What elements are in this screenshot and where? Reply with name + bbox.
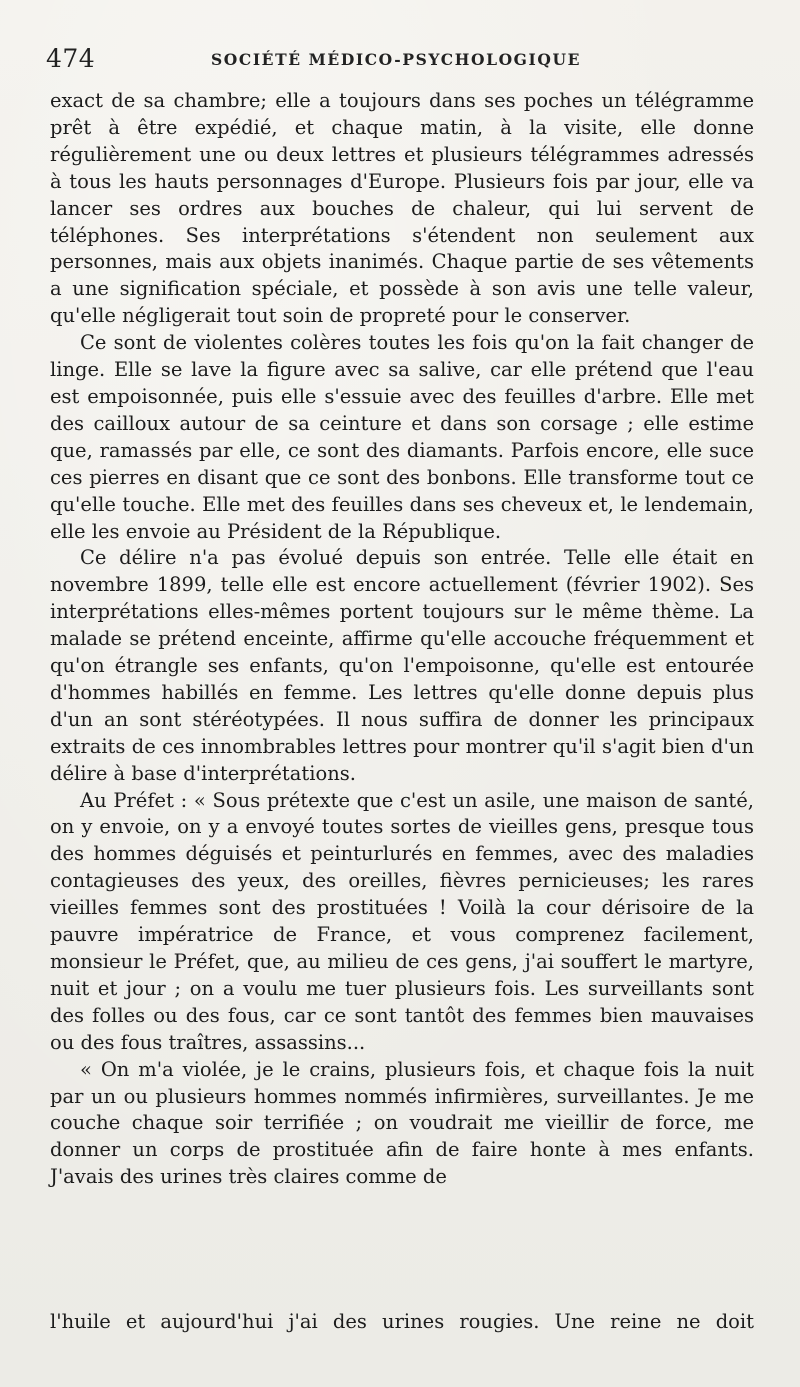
paragraph: Ce sont de violentes colères toutes les fois qu'on la fait changer de linge. Elle se lave la figure avec sa salive, car elle prétend que l'eau est empoisonnée, puis elle s'essuie avec des feuilles d'arbre. Elle met des cailloux autour de sa ceinture et dans son corsage ; elle estime que, ramassés par elle, ce sont des diamants. Parfois encore, elle suce ces pierres en disant que ce sont des bonbons. Elle transforme tout ce qu'elle touche. Elle met des feuilles dans ses cheveux et, le lendemain, elle les envoie au Président de la République. bbox=[50, 331, 754, 543]
last-line: l'huile et aujourd'hui j'ai des urines rougies. Une reine ne doit bbox=[50, 1310, 754, 1333]
page-header bbox=[46, 40, 746, 80]
paragraph: Ce délire n'a pas évolué depuis son entrée. Telle elle était en novembre 1899, telle elle est encore actuellement (février 1902). Ses interprétations elles-mêmes portent toujours sur le même thème. La malade se prétend enceinte, affirme qu'elle accouche fréquemment et qu'on étrangle ses enfants, qu'on l'empoisonne, qu'elle est entourée d'hommes habillés en femme. Les lettres qu'elle donne depuis plus d'un an sont stéréotypées. Il nous suffira de donner les principaux extraits de ces innombrables lettres pour montrer qu'il s'agit bien d'un délire à base d'interprétations. bbox=[50, 546, 754, 785]
paragraph-continued: exact de sa chambre; elle a toujours dans ses poches un télégramme prêt à être expédié, et chaque matin, à la visite, elle donne régulièrement une ou deux lettres et plusieurs télégrammes adressés à tous les hauts personnages d'Europe. Plusieurs fois par jour, elle va lancer ses ordres aux bouches de chaleur, qui lui servent de téléphones. Ses interprétations s'étendent non seulement aux personnes, mais aux objets inanimés. Chaque partie de ses vêtements a une signification spéciale, et possède à son avis une telle valeur, qu'elle négligerait tout soin de propreté pour le conserver. bbox=[50, 89, 754, 328]
running-head: SOCIÉTÉ MÉDICO-PSYCHOLOGIQUE bbox=[211, 50, 581, 69]
body-text bbox=[50, 88, 754, 1191]
page-number: 474 bbox=[46, 44, 96, 73]
paragraph-letter-quote: « On m'a violée, je le crains, plusieurs fois, et chaque fois la nuit par un ou plusieurs hommes nommés infirmières, surveillantes. Je me couche chaque soir terrifiée ; on voudrait me vieillir de force, me donner un corps de prostituée afin de faire honte à mes enfants. J'avais des urines très claires comme de bbox=[50, 1057, 754, 1189]
paragraph-letter-prefect: Au Préfet : « Sous prétexte que c'est un asile, une maison de santé, on y envoie, on y a envoyé toutes sortes de vieilles gens, presque tous des hommes déguisés et peinturlurés en femmes, avec des maladies contagieuses des yeux, des oreilles, fièvres pernicieuses; les rares vieilles femmes sont des prostituées ! Voilà la cour dérisoire de la pauvre impératrice de France, et vous comprenez facilement, monsieur le Préfet, que, au milieu de ces gens, j'ai souffert le martyre, nuit et jour ; on a voulu me tuer plusieurs fois. Les surveillants sont des folles ou des fous, car ce sont tantôt des femmes bien mauvaises ou des fous traîtres, assassins... bbox=[50, 788, 754, 1054]
